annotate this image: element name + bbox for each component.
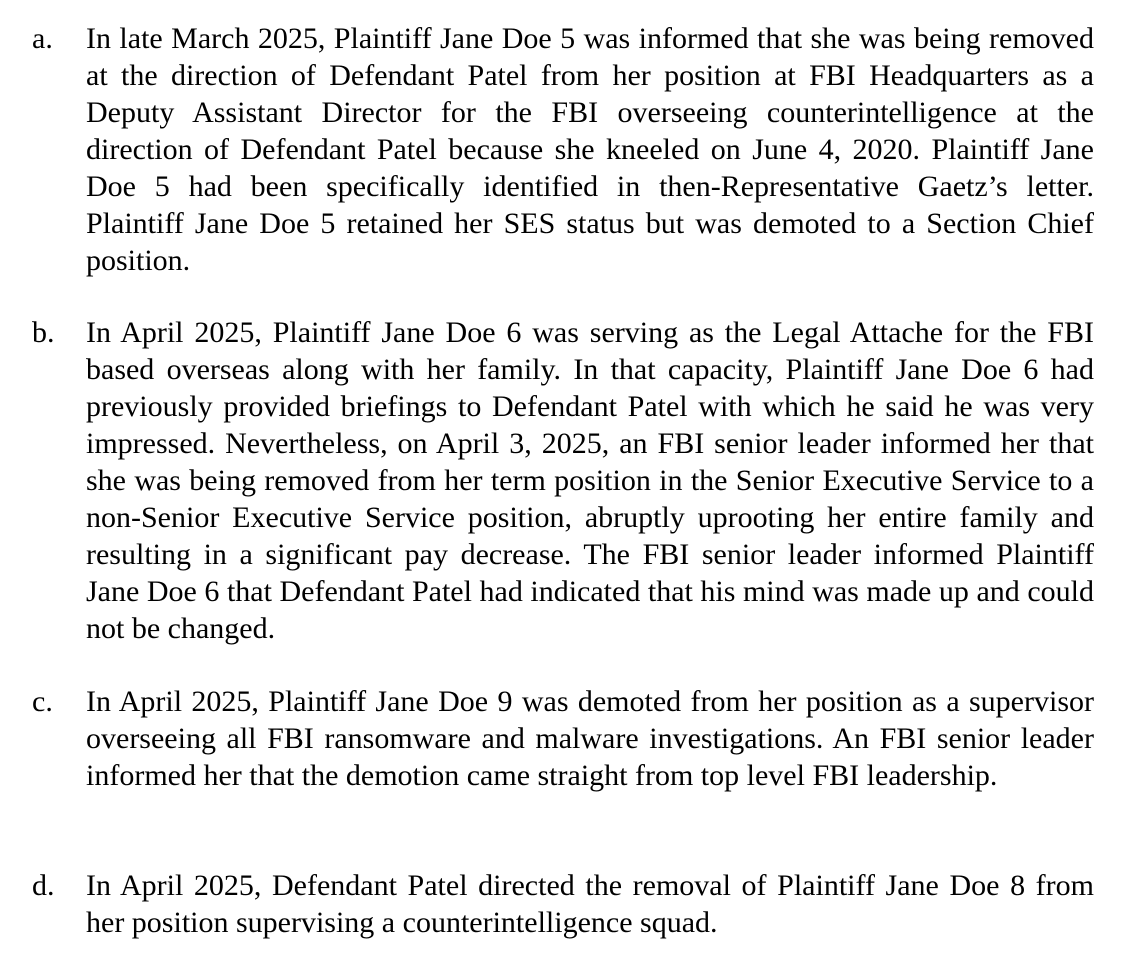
list-item (32, 867, 1094, 941)
paragraph-text: In April 2025, Plaintiff Jane Doe 9 was demoted from her position as a supervisor overseeing all FBI ransomware and malware investigations. An FBI senior leader informed her that the demotion came straight from top level FBI leadership. (86, 685, 1094, 792)
paragraph-text: In April 2025, Plaintiff Jane Doe 6 was serving as the Legal Attache for the FBI based overseas along with her family. In that capacity, Plaintiff Jane Doe 6 had previously provided briefings to Defendant Patel with which he said he was very impressed. Nevertheless, on April 3, 2025, an FBI senior leader informed her that she was being removed from her term position in the Senior Executive Service to a non-Senior Executive Service position, abruptly uprooting her entire family and resulting in a significant pay decrease. The FBI senior leader informed Plaintiff Jane Doe 6 that Defendant Patel had indicated that his mind was made up and could not be changed. (86, 316, 1094, 645)
list-item (32, 20, 1094, 279)
list-marker: d. (32, 869, 55, 902)
list-marker: a. (32, 22, 53, 55)
list-item (32, 683, 1094, 794)
list-marker: b. (32, 316, 55, 349)
list-item (32, 314, 1094, 647)
paragraph-text: In April 2025, Defendant Patel directed the removal of Plaintiff Jane Doe 8 from her position supervising a counterintelligence squad. (86, 869, 1094, 939)
paragraph-text: In late March 2025, Plaintiff Jane Doe 5 was informed that she was being removed at the direction of Defendant Patel from her position at FBI Headquarters as a Deputy Assistant Director for the FBI overseeing counterintelligence at the direction of Defendant Patel because she kneeled on June 4, 2020. Plaintiff Jane Doe 5 had been specifically identified in then-Representative Gaetz’s letter. Plaintiff Jane Doe 5 retained her SES status but was demoted to a Section Chief position. (86, 22, 1094, 277)
list-marker: c. (32, 685, 53, 718)
